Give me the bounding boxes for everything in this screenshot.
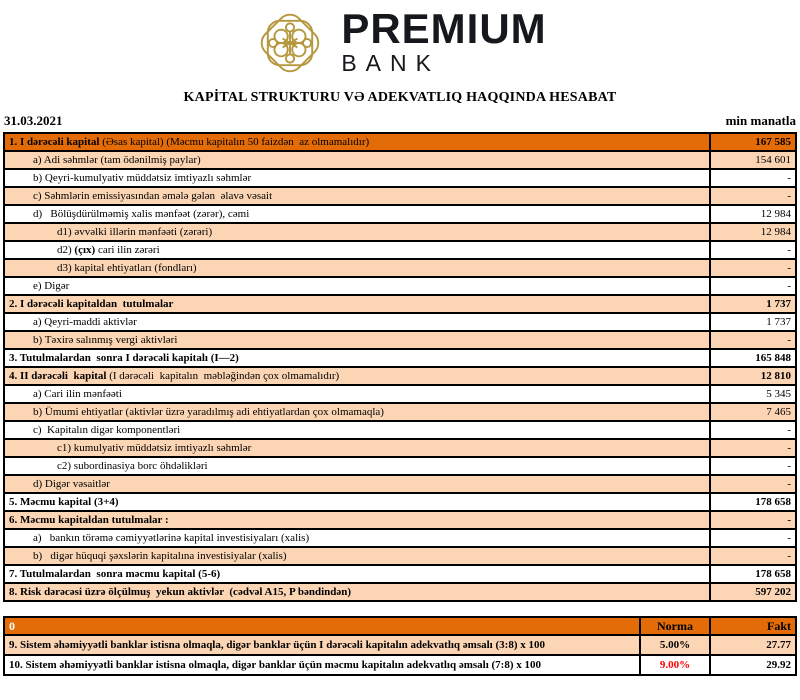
row-value: 597 202 — [710, 583, 796, 601]
report-date: 31.03.2021 — [4, 113, 63, 128]
adequacy-header-row — [4, 617, 796, 635]
table-row — [4, 439, 796, 457]
row-value: - — [710, 475, 796, 493]
row-value: 1 737 — [710, 295, 796, 313]
celtic-knot-emblem-icon — [253, 6, 327, 80]
row-value: 167 585 — [710, 133, 796, 151]
table-row — [4, 565, 796, 583]
table-row — [4, 151, 796, 169]
row-value: 12 810 — [710, 367, 796, 385]
table-row — [4, 277, 796, 295]
brand-name: PREMIUM — [341, 4, 547, 52]
ratio-label: 10. Sistem əhəmiyyətli banklar istisna olmaqla, digər banklar üçün məcmu kapitalın adekvatlıq əmsalı (7:8) x 100 — [4, 655, 640, 675]
row-label: c) Kapitalın digər komponentləri — [4, 421, 710, 439]
row-value: 12 984 — [710, 223, 796, 241]
row-value: - — [710, 547, 796, 565]
row-value: 154 601 — [710, 151, 796, 169]
row-label: c) Səhmlərin emissiyasından əmələ gələn əlavə vəsait — [4, 187, 710, 205]
row-value: 5 345 — [710, 385, 796, 403]
capital-table — [3, 132, 797, 602]
row-label: d1) əvvəlki illərin mənfəəti (zərəri) — [4, 223, 710, 241]
row-label: 3. Tutulmalardan sonra I dərəcəli kapitalı (I—2) — [4, 349, 710, 367]
row-value: - — [710, 529, 796, 547]
row-label: c2) subordinasiya borc öhdəlikləri — [4, 457, 710, 475]
capital-table-body — [4, 133, 796, 601]
table-row — [4, 223, 796, 241]
table-row — [4, 187, 796, 205]
row-label: e) Digər — [4, 277, 710, 295]
table-row — [4, 511, 796, 529]
row-label: a) Adi səhmlər (tam ödənilmiş paylar) — [4, 151, 710, 169]
row-value: - — [710, 241, 796, 259]
row-value: - — [710, 169, 796, 187]
adequacy-table-body — [4, 635, 796, 675]
row-label: d) Digər vəsaitlər — [4, 475, 710, 493]
row-label: b) Qeyri-kumulyativ müddətsiz imtiyazlı səhmlər — [4, 169, 710, 187]
report-title: KAPİTAL STRUKTURU VƏ ADEKVATLIQ HAQQINDA HESABAT — [183, 90, 617, 105]
ratio-norma-value: 9.00% — [640, 655, 710, 675]
row-value: - — [710, 421, 796, 439]
row-value: 178 658 — [710, 493, 796, 511]
row-label: 7. Tutulmalardan sonra məcmu kapital (5-6) — [4, 565, 710, 583]
ratio-row — [4, 635, 796, 655]
corner-header-cell: 0 — [4, 617, 640, 635]
row-value: - — [710, 277, 796, 295]
ratio-row — [4, 655, 796, 675]
ratio-label: 9. Sistem əhəmiyyətli banklar istisna olmaqla, digər banklar üçün I dərəcəli kapitalın adekvatlıq əmsalı (3:8) x 100 — [4, 635, 640, 655]
table-row — [4, 385, 796, 403]
row-label: a) Cari ilin mənfəəti — [4, 385, 710, 403]
row-label: b) Ümumi ehtiyatlar (aktivlər üzrə yaradılmış adi ehtiyatlardan çox olmamaqla) — [4, 403, 710, 421]
table-row — [4, 493, 796, 511]
row-value: - — [710, 457, 796, 475]
row-label: d3) kapital ehtiyatları (fondları) — [4, 259, 710, 277]
row-value: - — [710, 511, 796, 529]
table-row — [4, 403, 796, 421]
row-value: - — [710, 259, 796, 277]
table-row — [4, 421, 796, 439]
row-value: 7 465 — [710, 403, 796, 421]
row-label: a) bankın törəmə cəmiyyətlərinə kapital investisiyaları (xalis) — [4, 529, 710, 547]
table-row — [4, 259, 796, 277]
row-label: c1) kumulyativ müddətsiz imtiyazlı səhmlər — [4, 439, 710, 457]
ratio-fakt-value: 29.92 — [710, 655, 796, 675]
table-row — [4, 475, 796, 493]
table-row — [4, 169, 796, 187]
row-label: b) Təxirə salınmış vergi aktivləri — [4, 331, 710, 349]
row-label: 1. I dərəcəli kapital (Əsas kapital) (Məcmu kapitalın 50 faizdən az olmamalıdır) — [4, 133, 710, 151]
row-value: 165 848 — [710, 349, 796, 367]
row-label: 5. Məcmu kapital (3+4) — [4, 493, 710, 511]
report-meta — [3, 113, 797, 129]
ratio-fakt-value: 27.77 — [710, 635, 796, 655]
row-label: 2. I dərəcəli kapitaldan tutulmalar — [4, 295, 710, 313]
table-row — [4, 583, 796, 601]
table-row — [4, 241, 796, 259]
row-label: d2) (çıx) cari ilin zərəri — [4, 241, 710, 259]
fakt-header-cell: Fakt — [710, 617, 796, 635]
row-label: 8. Risk dərəcəsi üzrə ölçülmuş yekun aktivlər (cədvəl A15, P bəndindən) — [4, 583, 710, 601]
table-row — [4, 457, 796, 475]
table-row — [4, 547, 796, 565]
row-label: 6. Məcmu kapitaldan tutulmalar : — [4, 511, 710, 529]
row-value: 12 984 — [710, 205, 796, 223]
row-label: b) digər hüquqi şəxslərin kapitalına investisiyalar (xalis) — [4, 547, 710, 565]
norma-header-cell: Norma — [640, 617, 710, 635]
table-row — [4, 529, 796, 547]
row-value: 178 658 — [710, 565, 796, 583]
table-row — [4, 295, 796, 313]
table-row — [4, 331, 796, 349]
row-value: - — [710, 331, 796, 349]
table-row — [4, 133, 796, 151]
bank-logo — [3, 4, 797, 82]
table-row — [4, 313, 796, 331]
adequacy-table — [3, 616, 797, 676]
row-label: 4. II dərəcəli kapital (I dərəcəli kapitalın məbləğindən çox olmamalıdır) — [4, 367, 710, 385]
row-value: 1 737 — [710, 313, 796, 331]
row-label: d) Bölüşdürülməmiş xalis mənfəət (zərər), cəmi — [4, 205, 710, 223]
row-value: - — [710, 439, 796, 457]
row-value: - — [710, 187, 796, 205]
row-label: a) Qeyri-maddi aktivlər — [4, 313, 710, 331]
table-row — [4, 205, 796, 223]
logo-text — [341, 4, 547, 78]
ratio-norma-value: 5.00% — [640, 635, 710, 655]
table-row — [4, 367, 796, 385]
table-row — [4, 349, 796, 367]
unit-label: min manatla — [725, 113, 796, 128]
brand-subtitle: BANK — [341, 50, 440, 77]
